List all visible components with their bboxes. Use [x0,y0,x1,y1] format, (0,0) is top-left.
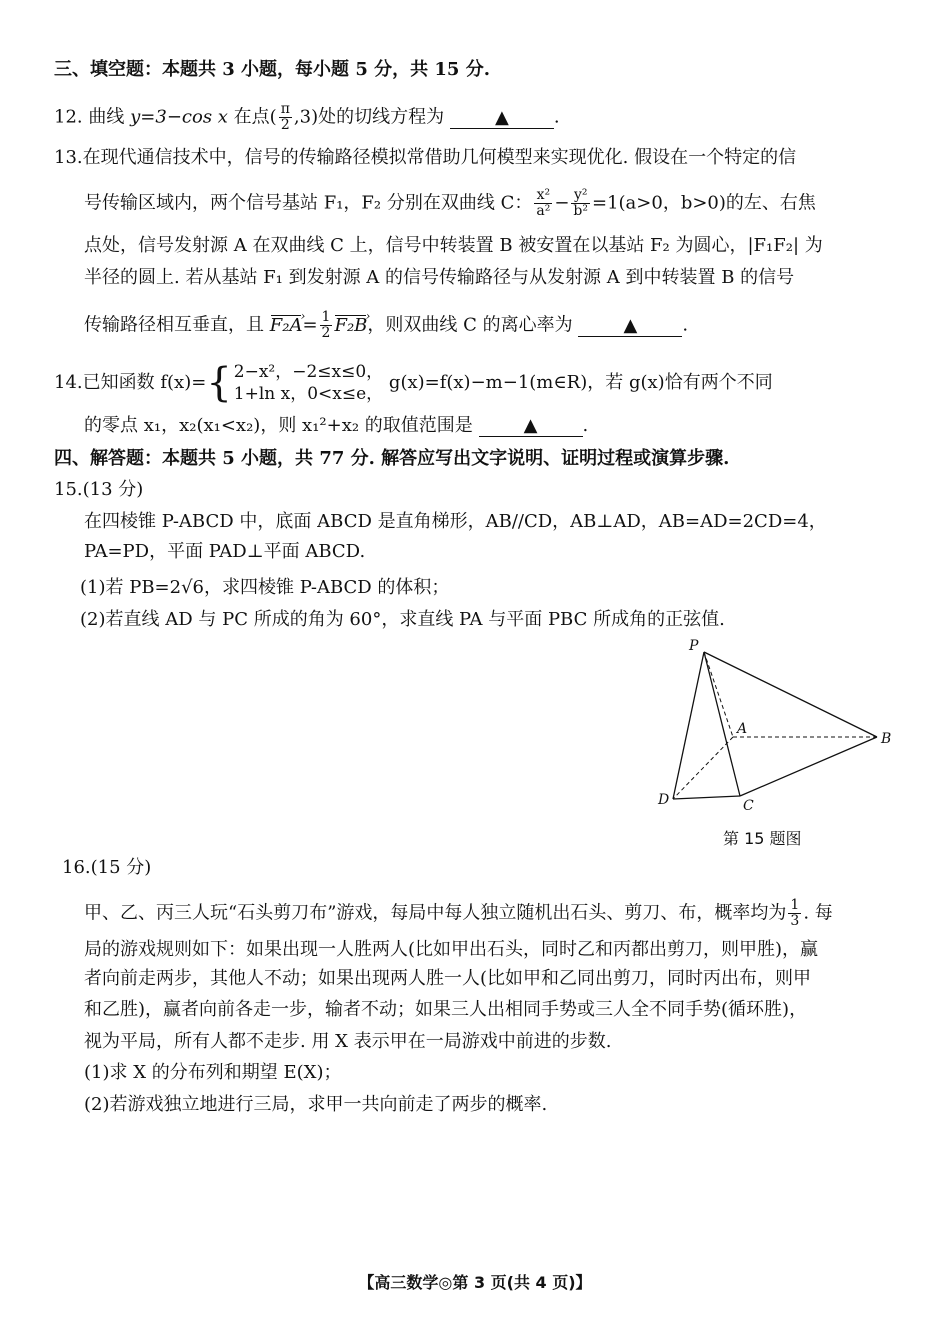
edge-DC [673,796,740,799]
section3-title: 三、填空题：本题共 3 小题，每小题 5 分，共 15 分. [54,59,490,80]
q16-line4: 和乙胜)，赢者向前各走一步，输者不动；如果三人出相同手势或三人全不同手势(循环胜)， [84,999,808,1020]
q13-text-1: 在现代通信技术中，信号的传输路径模拟常借助几何模型来实现优化. 假设在一个特定的信 [82,147,797,168]
q16-frac-third [788,898,801,929]
q12-text-c: 处的切线方程为 [318,106,445,128]
q16-frac-den: 3 [790,913,800,929]
q12-expr: y=3−cos x [130,106,228,128]
label-P: P [689,638,699,654]
label-C: C [743,798,754,814]
q12-point-rest: ,3 [293,106,312,128]
q16-text-1b: . 每 [803,902,833,924]
q14-answer-blank [479,416,583,437]
q14-piece-1: 2−x²，−2≤x≤0， [233,362,384,382]
q16-line3: 者向前走两步，其他人不动；如果出现两人胜一人(比如甲和乙同出剪刀，同时丙出布，则甲 [84,968,812,989]
q12-text-a: 曲线 [88,106,125,128]
triangle-icon: ▲ [623,314,638,336]
label-A: A [737,721,748,737]
q13-text-5b: ，则双曲线 C 的离心率为 [367,314,573,336]
edge-PB [704,652,877,737]
q13-text-2a: 号传输区域内，两个信号基站 F₁，F₂ 分别在双曲线 C： [84,192,533,214]
q16-part1: (1)求 X 的分布列和期望 E(X)； [84,1062,342,1083]
q12-answer-blank [450,108,554,129]
q14-text-2: 的零点 x₁，x₂(x₁<x₂)，则 x₁²+x₂ 的取值范围是 [84,415,473,436]
q13-line3: 点处，信号发射源 A 在双曲线 C 上，信号中转装置 B 被安置在以基站 F₂ 为圆心，|F₁F₂| 为 [84,235,823,256]
q13-vector-f2b: › F₂B [334,314,367,338]
q12-text-b: 在点 [233,106,270,128]
left-brace-icon: { [206,360,232,406]
edge-PC [704,652,740,796]
q15-line2: PA=PD，平面 PAD⊥平面 ABCD. [84,541,366,562]
q15-header: 15.(13 分) [54,479,144,500]
q16-line2: 局的游戏规则如下：如果出现一人胜两人(比如甲出石头，同时乙和丙都出剪刀，则甲胜)，赢 [84,939,819,960]
question-12: 12. 曲线 y=3−cos x 在点( $\frac{\pi}{2}$ ,3)处的切线方程为 ▲ . [54,101,560,133]
q13-number: 13. [54,147,83,168]
q14-number: 14. [54,372,83,393]
q13-text-5a: 传输路径相互垂直，且 [84,314,264,336]
q12-number: 12. [54,106,83,128]
q16-frac-num: 1 [790,897,800,913]
section4-title: 四、解答题：本题共 5 小题，共 77 分. 解答应写出文字说明、证明过程或演算步骤. [54,448,730,469]
label-B: B [881,731,892,747]
q13-frac-half [320,310,333,341]
q14-text-b: g(x)=f(x)−m−1(m∈R)，若 g(x)恰有两个不同 [388,372,773,393]
q16-part2: (2)若游戏独立地进行三局，求甲一共向前走了两步的概率. [84,1094,548,1115]
q13-answer-blank [578,316,682,337]
page-footer: 【高三数学◎第 3 页(共 4 页)】 [358,1273,592,1292]
q16-line1 [84,898,894,929]
q14-piecewise [234,361,383,405]
edge-CB [740,737,877,796]
q14-line1 [54,360,894,406]
q13-a2: a² [536,203,551,219]
q14-text-a: 已知函数 f(x)= [82,372,207,393]
q16-text-1a: 甲、乙、丙三人玩“石头剪刀布”游戏，每局中每人独立随机出石头、剪刀、布，概率均为 [84,902,787,924]
q15-part1: (1)若 PB=2√6，求四棱锥 P-ABCD 的体积； [80,577,450,598]
q13-frac-y [571,188,590,219]
q13-text-2b: =1(a>0，b>0)的左、右焦 [592,192,816,214]
q13-frac-num: 1 [321,309,331,325]
q15-line1: 在四棱锥 P-ABCD 中，底面 ABCD 是直角梯形，AB//CD，AB⊥AD，AB=AD=2CD=4， [84,511,827,532]
q13-vector-f2a: › F₂A [270,314,303,338]
triangle-icon: ▲ [494,106,509,128]
edge-PD [673,652,704,799]
label-D: D [658,792,670,808]
q13-y2: y² [571,188,590,204]
q16-line5: 视为平局，所有人都不走步. 用 X 表示甲在一局游戏中前进的步数. [84,1031,612,1052]
q13-b2: b² [573,203,588,219]
q13-x2: x² [534,188,552,204]
q12-point-frac [279,102,292,133]
q13-line2: 号传输区域内，两个信号基站 F₁，F₂ 分别在双曲线 C： $\frac{\text{x²}}{\text{a²}}$ − $\frac{\text{y²}}{\text{b²}}$ =1(a>0，b>0)的左、右焦 [84,187,816,219]
pyramid-figure [655,634,900,834]
q12-frac-den: 2 [280,117,290,133]
q14-line2: 的零点 x₁，x₂(x₁<x₂)，则 x₁²+x₂ 的取值范围是 ▲ . [84,415,589,436]
q15-part2: (2)若直线 AD 与 PC 所成的角为 60°，求直线 PA 与平面 PBC 所成角的正弦值. [80,609,725,630]
figure-caption: 第 15 题图 [723,829,802,848]
q13-frac-x [534,188,552,219]
triangle-icon: ▲ [523,415,538,436]
q14-piece-2: 1+ln x，0<x≤e， [233,384,384,404]
q13-frac-den: 2 [321,325,331,341]
q16-header: 16.(15 分) [62,857,152,878]
q13-line1 [54,146,894,170]
q13-line4: 半径的圆上. 若从基站 F₁ 到发射源 A 的信号传输路径与从发射源 A 到中转装置 B 的信号 [84,267,795,288]
q12-frac-num: π [280,101,290,117]
q13-line5: 传输路径相互垂直，且 › F₂A= $\frac{1}{2}$ › F₂B，则双曲线 C 的离心率为 ▲ . [84,310,894,341]
edge-AD [673,737,733,799]
